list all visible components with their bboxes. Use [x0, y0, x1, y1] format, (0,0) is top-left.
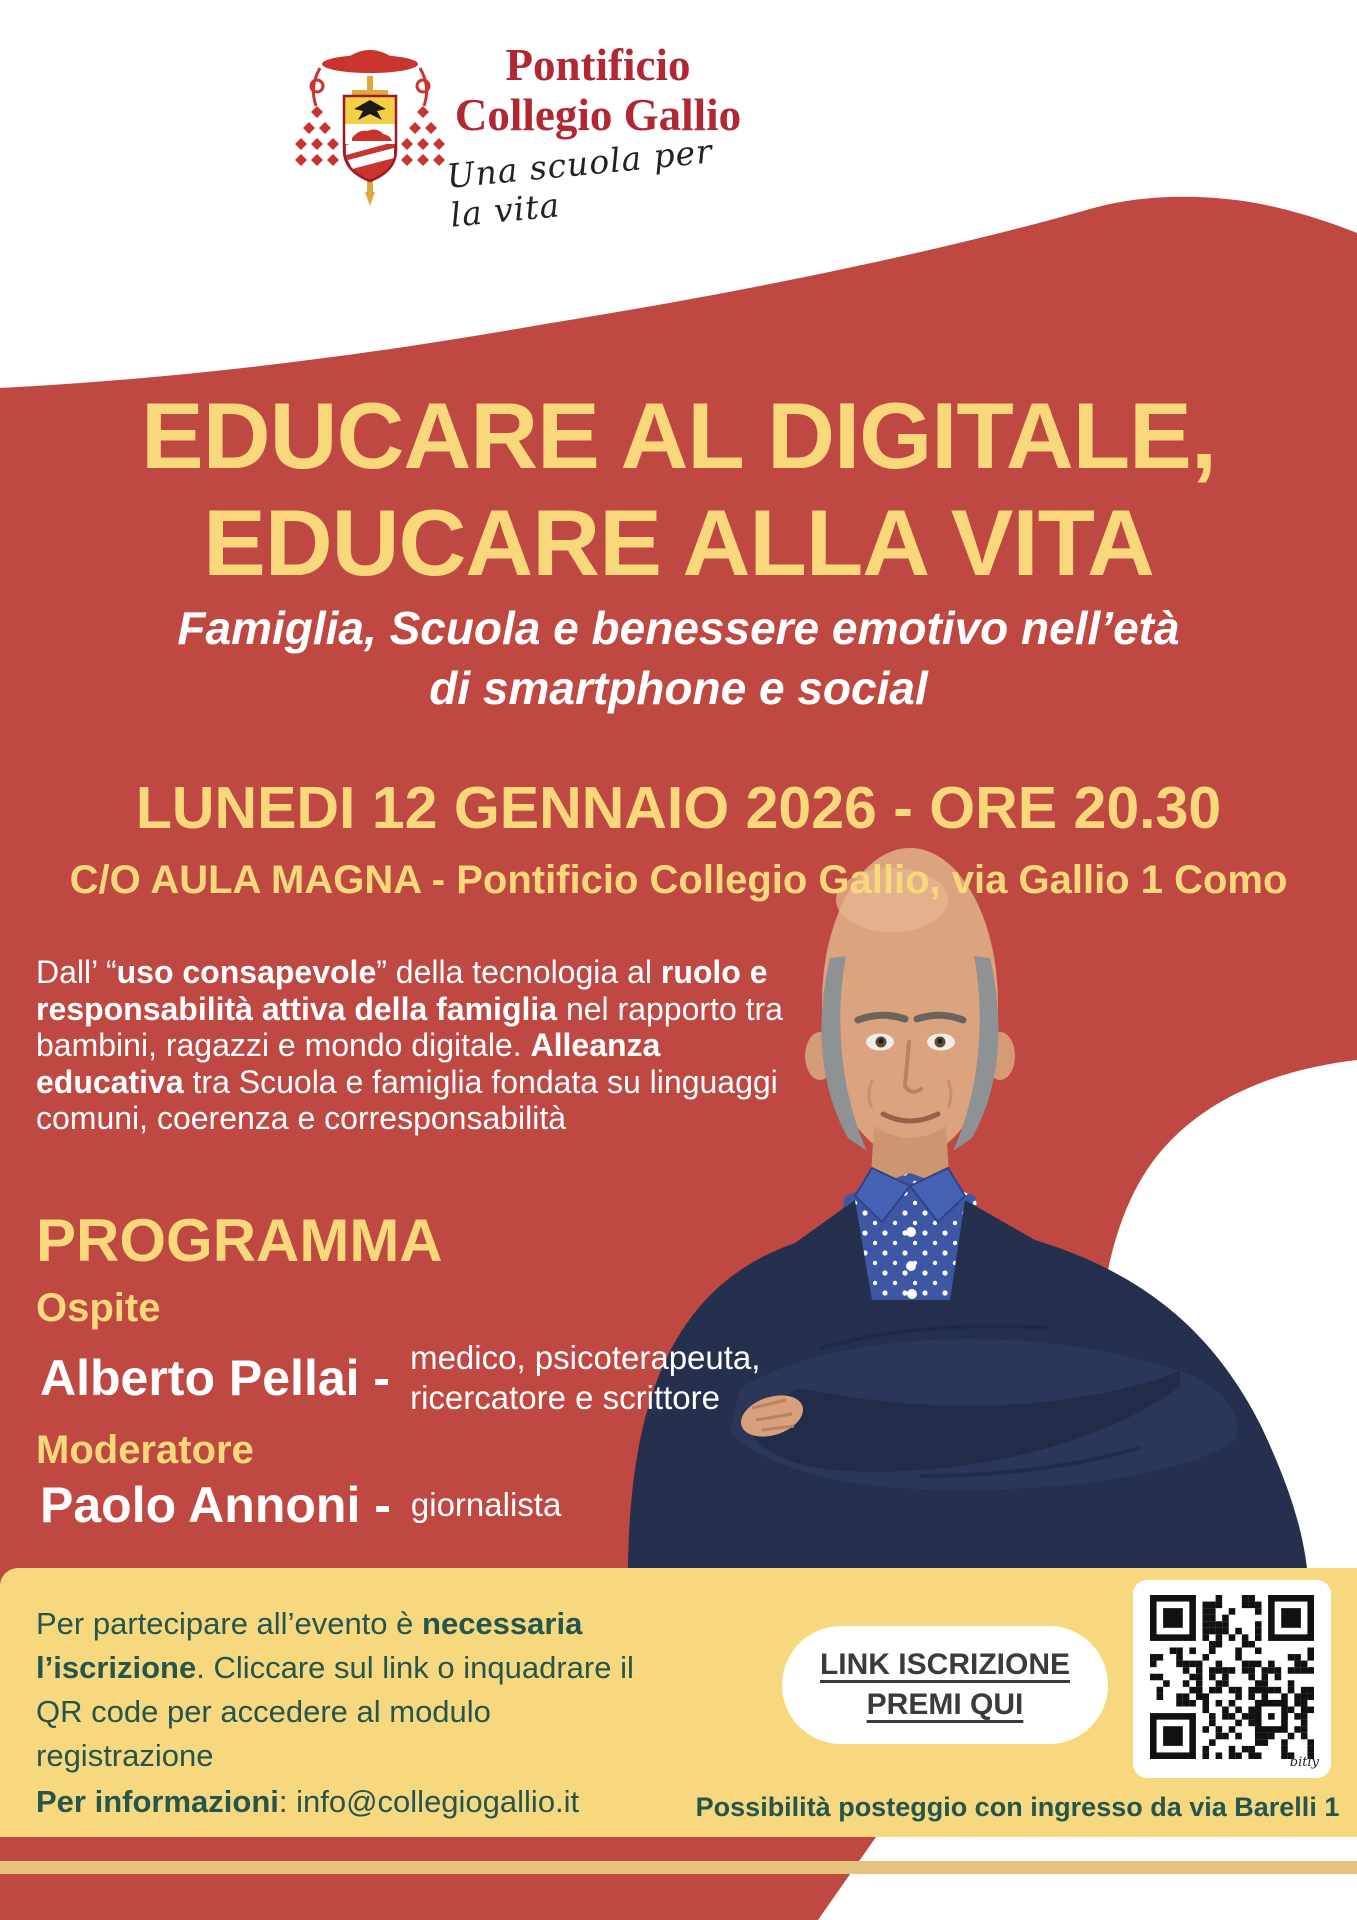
bottom-tan-stripe: [0, 1861, 1357, 1874]
poster-subtitle-line1: Famiglia, Scuola e benessere emotivo nell’età: [177, 602, 1180, 654]
contact-email-line[interactable]: Per informazioni: info@collegiogallio.it: [36, 1784, 580, 1819]
moderator-label: Moderatore: [36, 1428, 254, 1472]
speaker-photo: [620, 828, 1320, 1568]
guest-name: Alberto Pellai -: [40, 1350, 391, 1406]
registration-link-line2: PREMI QUI: [866, 1688, 1024, 1721]
registration-info: Per partecipare all’evento è necessaria l’iscrizione. Cliccare sul link o inquadrare il QR code per accedere al modulo registrazione: [36, 1606, 634, 1773]
poster-subtitle: [0, 598, 1357, 718]
qr-card: [1133, 1580, 1331, 1778]
guest-label: Ospite: [36, 1286, 161, 1330]
registration-panel: [0, 1568, 1357, 1837]
event-date: LUNEDI 12 GENNAIO 2026 - ORE 20.30: [135, 775, 1222, 841]
cardinal-crest-icon: [290, 38, 450, 210]
event-venue: C/O AULA MAGNA - Pontificio Collegio Gallio, via Gallio 1 Como: [69, 858, 1288, 902]
org-name: [437, 40, 759, 140]
poster-title-line2: EDUCARE ALLA VITA: [203, 490, 1154, 595]
moderator-name: Paolo Annoni -: [40, 1477, 391, 1533]
org-name-line1: Pontificio: [505, 40, 691, 90]
qr-code: [1150, 1595, 1314, 1759]
poster-title-line1: EDUCARE AL DIGITALE,: [141, 383, 1216, 488]
registration-link-button[interactable]: [782, 1626, 1108, 1744]
poster-title: [0, 382, 1357, 596]
moderator-role: giornalista: [410, 1486, 562, 1523]
qr-provider-caption: bitly: [1289, 1755, 1319, 1770]
poster-subtitle-line2: di smartphone e social: [429, 662, 928, 714]
org-tagline: Una scuola per la vita: [444, 131, 715, 235]
registration-link-line1: LINK ISCRIZIONE: [819, 1648, 1070, 1681]
guest-role: [410, 1338, 760, 1418]
bottom-white-area: [818, 1837, 1357, 1920]
event-description: Dall’ “uso consapevole” della tecnologia al ruolo e responsabilità attiva della famiglia nel rapporto tra bambini, ragazzi e mondo digitale. Alleanza educativa tra Scuola e famiglia fondata su linguaggi comuni, coerenza e corresponsabilità: [36, 954, 783, 1136]
guest-role-line1: medico, psicoterapeuta,: [410, 1339, 761, 1376]
org-name-line2: Collegio Gallio: [454, 90, 742, 140]
parking-note: Possibilità posteggio con ingresso da via Barelli 1: [695, 1792, 1340, 1822]
moderator-row: [40, 1476, 561, 1534]
guest-role-line2: ricercatore e scrittore: [410, 1379, 721, 1416]
guest-row: [40, 1338, 760, 1418]
program-heading: PROGRAMMA: [36, 1207, 443, 1274]
